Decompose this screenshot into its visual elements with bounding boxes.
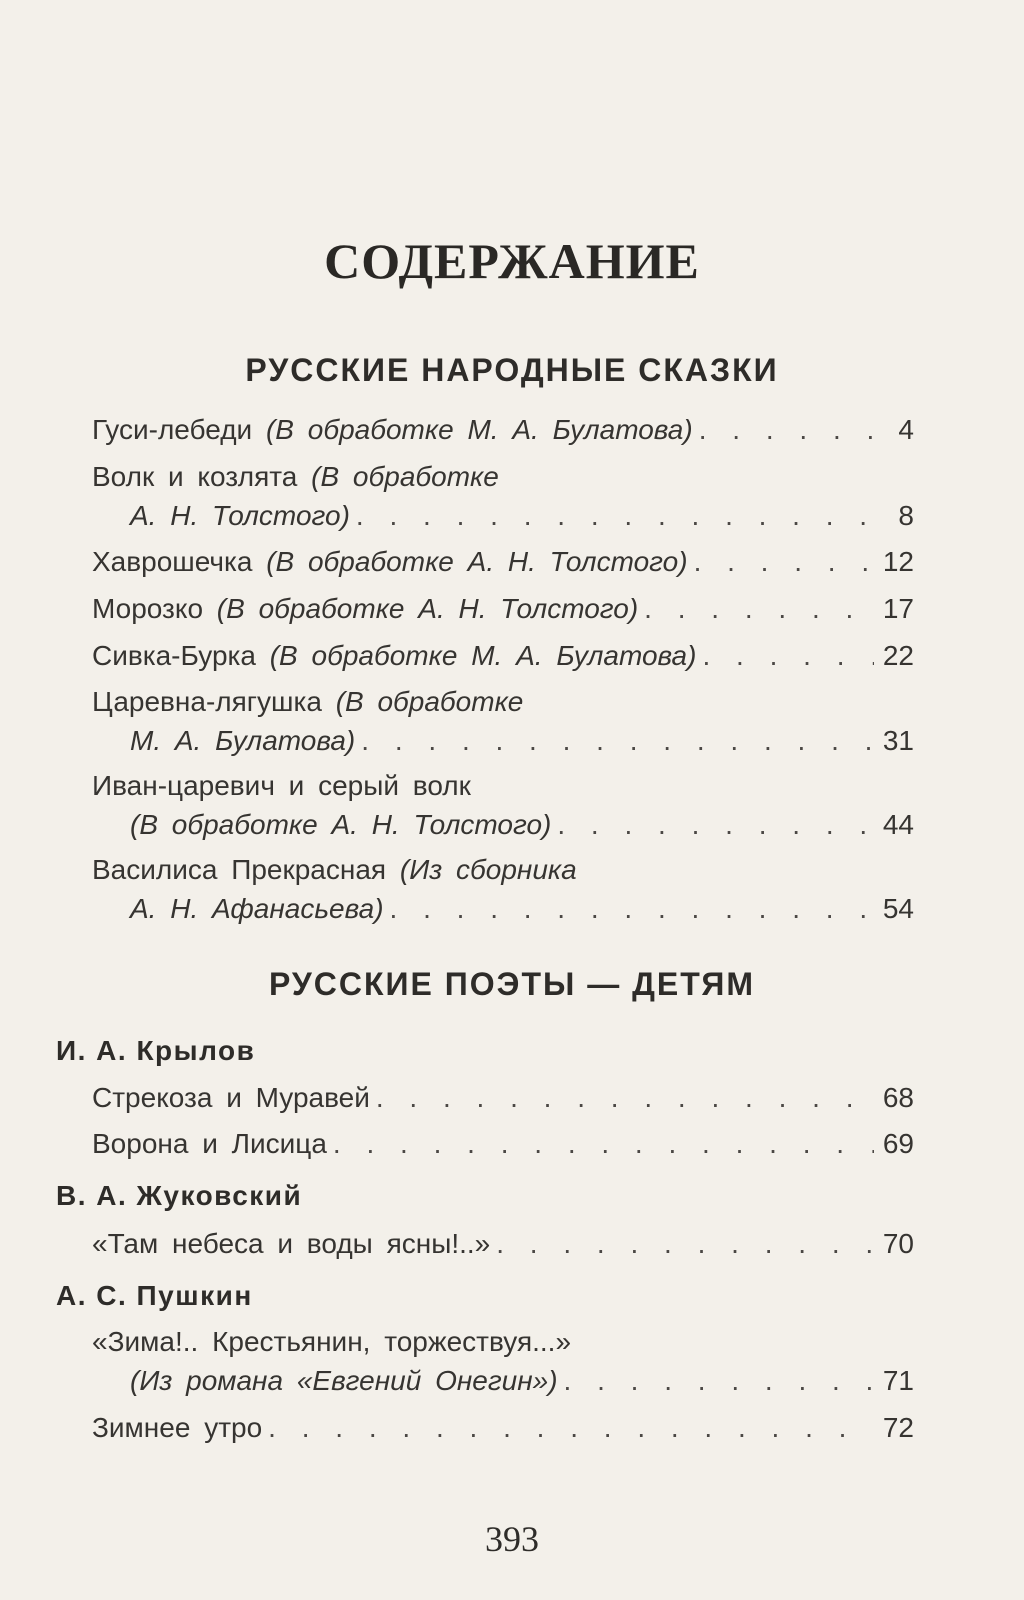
entry-title: Сивка-Бурка: [92, 640, 256, 671]
entry-page: 54: [882, 893, 914, 924]
toc-entry[interactable]: [92, 1124, 914, 1164]
entry-page: 69: [882, 1128, 914, 1159]
entry-note: (В обработке А. Н. Толстого): [130, 809, 552, 840]
toc-entry[interactable]: [130, 496, 914, 536]
entry-page: 70: [882, 1228, 914, 1259]
author-name: В. А. Жуковский: [56, 1180, 303, 1211]
leader-dots: [496, 1224, 874, 1264]
entry-page: 12: [882, 546, 914, 577]
leader-dots: [702, 636, 874, 676]
leader-dots: [356, 496, 874, 536]
entry-page: 72: [882, 1412, 914, 1443]
toc-entry-line1: [92, 850, 577, 890]
entry-note: (В обработке: [335, 686, 524, 717]
entry-note: М. А. Булатова): [130, 725, 356, 756]
entry-title: Морозко: [92, 593, 204, 624]
entry-note: (Из романа «Евгений Онегин»): [130, 1365, 558, 1396]
entry-title: Хаврошечка: [92, 546, 253, 577]
toc-entry-line1: [92, 1322, 571, 1362]
leader-dots: [361, 721, 874, 761]
toc-entry[interactable]: [130, 721, 914, 761]
entry-title: Стрекоза и Муравей: [92, 1082, 370, 1113]
entry-note: (В обработке М. А. Булатова): [269, 640, 697, 671]
page-title: СОДЕРЖАНИЕ: [324, 233, 700, 289]
toc-entry-line1: [92, 766, 471, 806]
entry-note: А. Н. Афанасьева): [130, 893, 384, 924]
entry-note: (В обработке А. Н. Толстого): [266, 546, 688, 577]
toc-entry[interactable]: [92, 1078, 914, 1118]
author-name: А. С. Пушкин: [56, 1280, 253, 1311]
leader-dots: [268, 1408, 874, 1448]
leader-dots: [376, 1078, 874, 1118]
entry-page: 68: [882, 1082, 914, 1113]
entry-title: «Зима!.. Крестьянин, торжествуя...»: [92, 1326, 572, 1357]
entry-title: Волк и козлята: [92, 461, 298, 492]
entry-title: Царевна-лягушка: [92, 686, 322, 717]
entry-title: Гуси-лебеди: [92, 414, 253, 445]
entry-title: Василиса Прекрасная: [92, 854, 387, 885]
leader-dots: [390, 889, 874, 929]
entry-page: 22: [882, 640, 914, 671]
entry-note: (В обработке: [311, 461, 499, 492]
entry-title: «Там небеса и воды ясны!..»: [92, 1228, 491, 1259]
leader-dots: [644, 589, 874, 629]
entry-page: 17: [882, 593, 914, 624]
entry-page: 31: [882, 725, 914, 756]
toc-entry-line1: [92, 457, 499, 497]
page-number: 393: [485, 1519, 539, 1559]
entry-title: Зимнее утро: [92, 1412, 263, 1443]
toc-entry[interactable]: [130, 805, 914, 845]
toc-entry-line1: [92, 682, 523, 722]
toc-entry[interactable]: [92, 1408, 914, 1448]
entry-note: (В обработке М. А. Булатова): [265, 414, 693, 445]
leader-dots: [694, 542, 874, 582]
entry-title: Иван-царевич и серый волк: [92, 770, 471, 801]
author-name: И. А. Крылов: [56, 1035, 256, 1066]
section-heading-folk-tales: РУССКИЕ НАРОДНЫЕ СКАЗКИ: [245, 352, 779, 388]
entry-title: Ворона и Лисица: [92, 1128, 327, 1159]
entry-page: 44: [882, 809, 914, 840]
toc-entry[interactable]: [130, 889, 914, 929]
toc-entry[interactable]: [92, 410, 914, 450]
leader-dots: [557, 805, 874, 845]
section-heading-poets: РУССКИЕ ПОЭТЫ — ДЕТЯМ: [268, 966, 756, 1002]
toc-entry[interactable]: [130, 1361, 914, 1401]
entry-page: 8: [898, 500, 914, 531]
leader-dots: [699, 410, 874, 450]
entry-note: (Из сборника: [399, 854, 577, 885]
entry-page: 71: [882, 1365, 914, 1396]
toc-entry[interactable]: [92, 1224, 914, 1264]
toc-entry[interactable]: [92, 589, 914, 629]
entry-note: А. Н. Толстого): [130, 500, 350, 531]
leader-dots: [564, 1361, 874, 1401]
entry-page: 4: [898, 414, 914, 445]
toc-entry[interactable]: [92, 542, 914, 582]
toc-entry[interactable]: [92, 636, 914, 676]
entry-note: (В обработке А. Н. Толстого): [216, 593, 639, 624]
leader-dots: [333, 1124, 874, 1164]
